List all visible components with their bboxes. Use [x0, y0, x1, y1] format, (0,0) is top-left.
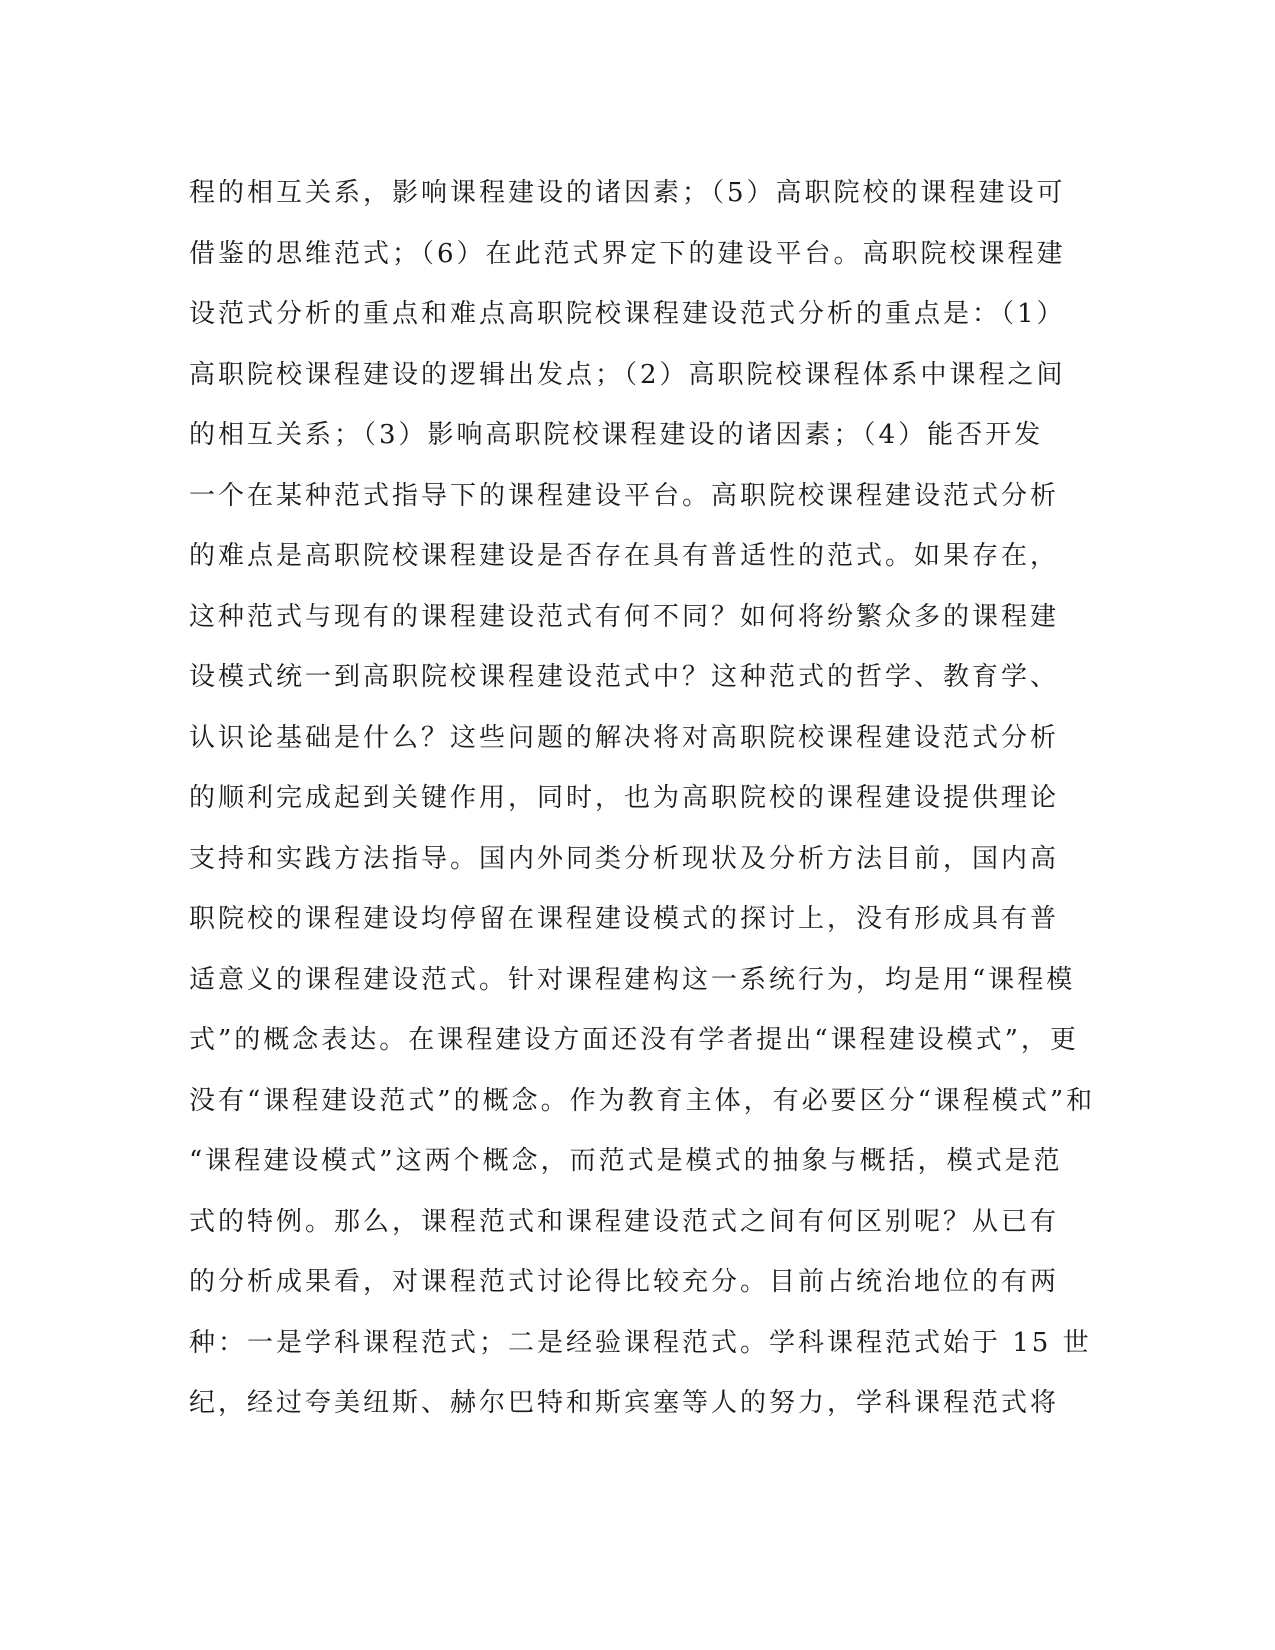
text-line: 的分析成果看，对课程范式讨论得比较充分。目前占统治地位的有两 — [189, 1267, 1060, 1297]
text-line: 的难点是高职院校课程建设是否存在具有普适性的范式。如果存在， — [189, 541, 1060, 571]
text-line: 职院校的课程建设均停留在课程建设模式的探讨上，没有形成具有普 — [189, 904, 1060, 934]
text-line: 这种范式与现有的课程建设范式有何不同？如何将纷繁众多的课程建 — [189, 601, 1060, 632]
text-line: “课程建设模式”这两个概念，而范式是模式的抽象与概括，模式是范 — [189, 1146, 1063, 1176]
text-line: 式”的概念表达。在课程建设方面还没有学者提出“课程建设模式”，更 — [189, 1025, 1079, 1055]
text-line: 适意义的课程建设范式。针对课程建构这一系统行为，均是用“课程模 — [189, 964, 1076, 995]
text-line: 借鉴的思维范式；（6）在此范式界定下的建设平台。高职院校课程建 — [189, 238, 1066, 269]
text-line: 认识论基础是什么？这些问题的解决将对高职院校课程建设范式分析 — [189, 722, 1060, 753]
body-text — [189, 163, 1096, 1434]
text-line: 支持和实践方法指导。国内外同类分析现状及分析方法目前，国内高 — [189, 843, 1060, 874]
text-line: 没有“课程建设范式”的概念。作为教育主体，有必要区分“课程模式”和 — [189, 1085, 1096, 1116]
text-line: 纪，经过夸美纽斯、赫尔巴特和斯宾塞等人的努力，学科课程范式将 — [189, 1388, 1060, 1418]
text-line: 式的特例。那么，课程范式和课程建设范式之间有何区别呢？从已有 — [189, 1206, 1060, 1237]
text-line: 高职院校课程建设的逻辑出发点；（2）高职院校课程体系中课程之间 — [189, 359, 1066, 390]
text-line: 的顺利完成起到关键作用，同时，也为高职院校的课程建设提供理论 — [189, 783, 1060, 813]
text-line: 种：一是学科课程范式；二是经验课程范式。学科课程范式始于 15 世 — [189, 1327, 1092, 1358]
text-line: 设模式统一到高职院校课程建设范式中？这种范式的哲学、教育学、 — [189, 662, 1060, 692]
text-line: 设范式分析的重点和难点高职院校课程建设范式分析的重点是：（1） — [189, 299, 1066, 329]
text-line: 程的相互关系，影响课程建设的诸因素；（5）高职院校的课程建设可 — [189, 178, 1066, 208]
text-line: 一个在某种范式指导下的课程建设平台。高职院校课程建设范式分析 — [189, 480, 1060, 511]
text-line: 的相互关系；（3）影响高职院校课程建设的诸因素；（4）能否开发 — [189, 420, 1044, 450]
